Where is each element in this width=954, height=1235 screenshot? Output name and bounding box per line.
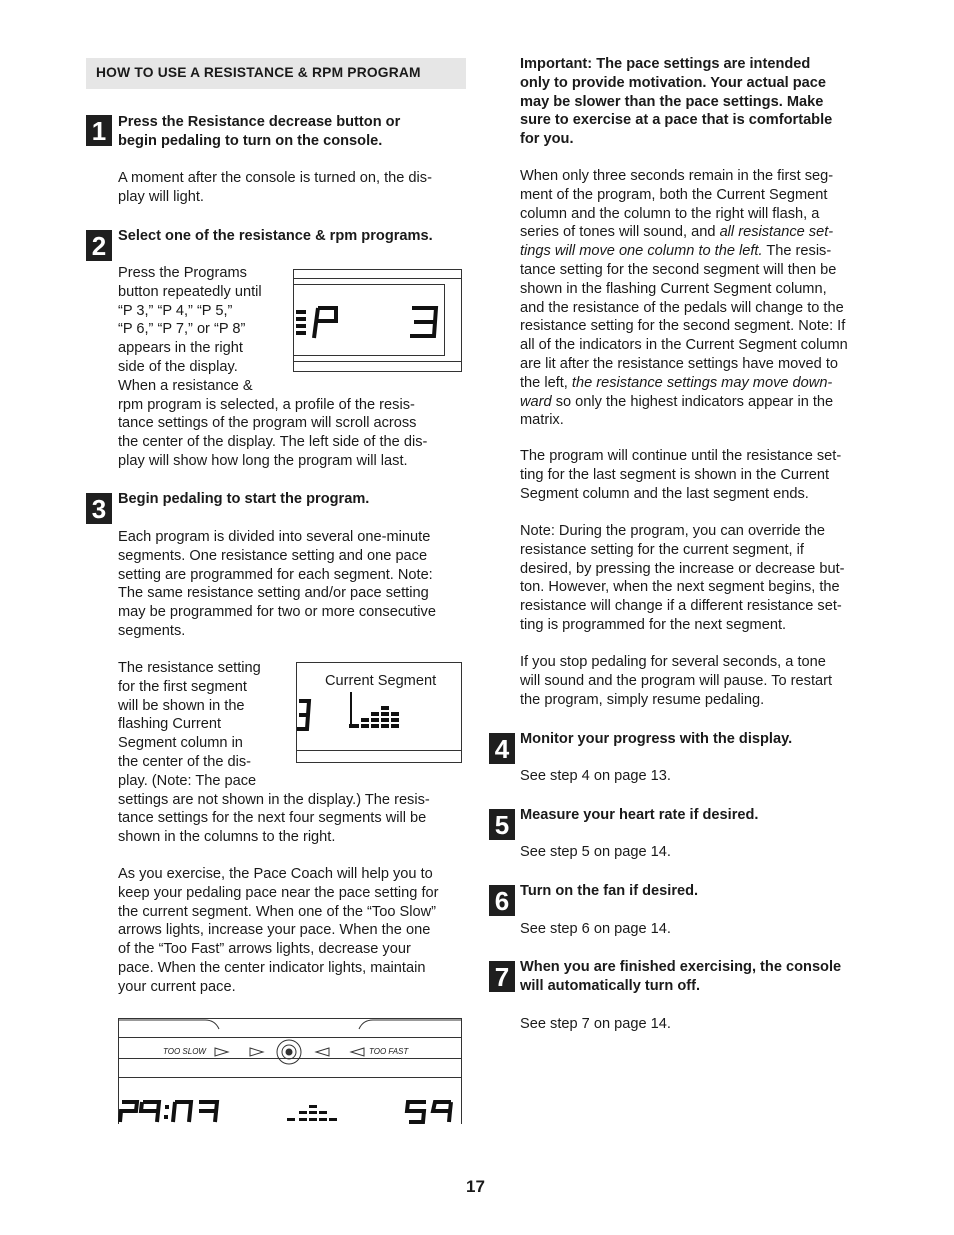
step-3-para2: The resistance setting for the first segment will be shown in the flashing Current Segment column in the center of the dis- play. (Note: The pace settings are not shown in the display.) The resis- tance settings for the next four segments will be shown in the columns to the right. (118, 660, 430, 846)
section-header (86, 58, 466, 89)
profile-matrix-mini (287, 1105, 337, 1121)
step-5-heading: Measure your heart rate if desired. (520, 807, 759, 823)
section-title: HOW TO USE A RESISTANCE & RPM PROGRAM (96, 65, 421, 80)
too-fast-arrow-icon (316, 1048, 364, 1056)
pace-coach-display (118, 1018, 462, 1124)
right-para-4: If you stop pedaling for several seconds, a tone will sound and the program will pause. To restart the program, simply resume pedaling. (520, 654, 833, 708)
step-4-body: See step 4 on page 13. (520, 768, 671, 784)
step-6-body: See step 6 on page 14. (520, 921, 671, 937)
program-display (293, 269, 462, 372)
right-para-3: Note: During the program, you can override the resistance setting for the current segment, if desired, by pressing the increase or decrease but- ton. However, when the next segment begins, the resistance will change if a different resistance set- ting is programmed for the next segment. (520, 523, 845, 633)
right-para-1: When only three seconds remain in the first seg- ment of the program, both the Current Segment column and the column to the right will flash, a series of tones will sound, and all resistance set- tings will move one column to the left. The resis- tance setting for the second segment will then be shown in the flashing Current Segment column, and the resistance of the pedals will change to the resistance setting for the second segment. Note: If all of the indicators in the Current Segment column are lit after the resistance settings have moved to the left, the resistance settings may move down- ward so only the highest indicators appear in the matrix. (520, 168, 848, 429)
step-6-heading: Turn on the fan if desired. (520, 883, 699, 899)
time-readout-icon (120, 1102, 217, 1122)
pace-center-indicator-icon (277, 1040, 301, 1064)
step-1-body: A moment after the console is turned on, the dis- play will light. (118, 170, 432, 205)
step-1-heading: Press the Resistance decrease button or begin pedaling to turn on the console. (118, 114, 401, 149)
step-5-badge: 5 (489, 809, 515, 840)
step-6-badge: 6 (489, 885, 515, 916)
step-4-heading: Monitor your progress with the display. (520, 731, 793, 747)
important-note: Important: The pace settings are intended only to provide motivation. Your actual pace may be slower than the pace settings. Make sure to exercise at a pace that is comfortable for you. (520, 56, 833, 148)
display-char-p (314, 308, 336, 338)
step-3-heading: Begin pedaling to start the program. (118, 491, 370, 507)
resistance-profile-matrix (349, 692, 399, 728)
step-1-badge: 1 (86, 115, 112, 146)
partial-digit-icon (297, 701, 309, 729)
right-value-readout-icon (407, 1102, 451, 1122)
step-7-badge: 7 (489, 961, 515, 992)
step-3-para3: As you exercise, the Pace Coach will help you to keep your pedaling pace near the pace setting for the current segment. When one of the “Too Slow” arrows lights, increase your pace. When the one of the “Too Fast” arrows lights, decrease your pace. When the center indicator lights, maintain your current pace. (118, 866, 439, 995)
page-number: 17 (466, 1177, 485, 1196)
step-5-body: See step 5 on page 14. (520, 844, 671, 860)
step-2-badge: 2 (86, 230, 112, 261)
display-char-3 (410, 308, 436, 336)
step-2-heading: Select one of the resistance & rpm programs. (118, 228, 433, 244)
step-3-badge: 3 (86, 493, 112, 524)
current-segment-label: Current Segment (325, 673, 437, 689)
too-fast-label: TOO FAST (369, 1047, 409, 1056)
step-2-body: Press the Programs button repeatedly until “P 3,” “P 4,” “P 5,” “P 6,” “P 7,” or “P 8” appears in the right side of the display. When a resistance & rpm program is selected, a profile of the resis- tance settings of the program will scroll across the center of the display. The left side of the dis- play will show how long the program will last. (118, 265, 428, 469)
segment-indicator-icon (296, 310, 306, 335)
step-7-body: See step 7 on page 14. (520, 1016, 671, 1032)
step-7-heading: When you are finished exercising, the console will automatically turn off. (520, 959, 842, 994)
fan-tab-icon (119, 1020, 461, 1029)
too-slow-arrow-icon (215, 1048, 263, 1056)
step-3-para1: Each program is divided into several one-minute segments. One resistance setting and one pace setting are programmed for each segment. Note: The same resistance setting and/or pace setting may be programmed for two or more consecutive segments. (118, 529, 436, 639)
right-para-2: The program will continue until the resistance set- ting for the last segment is shown in the Current Segment column and the last segment ends. (520, 448, 842, 502)
current-segment-display (296, 662, 462, 763)
step-4-badge: 4 (489, 733, 515, 764)
too-slow-label: TOO SLOW (163, 1047, 206, 1056)
